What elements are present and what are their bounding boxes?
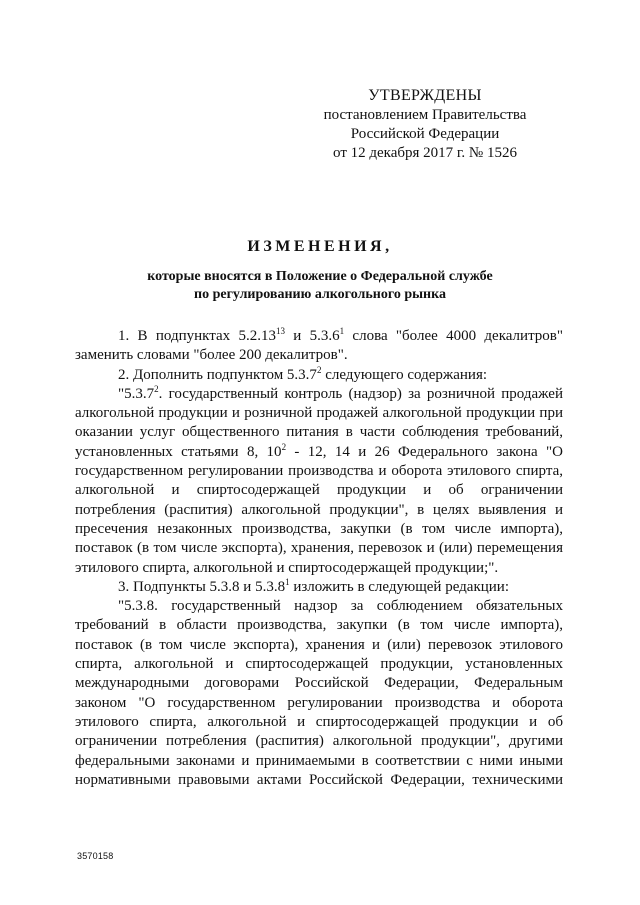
quote-2-sup-b: 2	[281, 441, 287, 452]
approval-line-2: Российской Федерации	[350, 126, 500, 142]
paragraph-item-2	[75, 366, 563, 385]
item-1-text-b: и 5.3.6	[284, 328, 340, 344]
subtitle-line-1: которые вносятся в Положение о Федеральной службе	[147, 269, 493, 284]
item-1-text-a: 1. В подпунктах 5.2.13	[118, 328, 276, 344]
item-3-text-b: изложить в следующей редакции:	[289, 578, 509, 595]
quote-2-text-b: . государственный контроль (надзор) за розничной продажей алкогольной продукции и розничной продажей алкогольной продукции при оказании услуг общественного питания в части соблюдения требований, установленных статьями 8, 10	[75, 385, 563, 460]
paragraph-item-1	[75, 327, 563, 366]
item-2-text-b: следующего содержания:	[321, 366, 488, 383]
approval-heading: УТВЕРЖДЕНЫ	[368, 87, 482, 104]
quote-2-text-a: "5.3.7	[118, 385, 155, 402]
item-1-text-c: слова "более 4000 декалитров" заменить словами "более 200 декалитров".	[75, 328, 564, 364]
paragraph-item-3	[75, 578, 563, 597]
title-block	[80, 237, 560, 304]
item-1-sup-a: 13	[275, 326, 285, 336]
approval-line-3: от 12 декабря 2017 г. № 1526	[333, 145, 517, 161]
item-1-sup-b: 1	[339, 326, 345, 336]
quote-2-sup-a: 2	[154, 383, 159, 394]
paragraph-quote-2	[75, 385, 563, 578]
item-2-sup-a: 2	[316, 364, 322, 375]
document-body	[75, 327, 563, 790]
paragraph-quote-3: "5.3.8. государственный надзор за соблюдением обязательных требований в области производства, закупки (в том числе импорта), поставок (в том числе экспорта), хранения и (или) перевозок этилового спирта, алкогольной и спиртосодержащей продукции, установленных международными договорами Российской Федерации, Федеральным законом "О государственном регулировании производства и оборота этилового спирта, алкогольной и спиртосодержащей продукции и об ограничении потребления (распития) алкогольной продукции", другими федеральными законами и принимаемыми в соответствии с ними иными нормативными правовыми актами Российской Федерации, техническими	[75, 598, 563, 788]
document-subtitle	[80, 268, 560, 304]
quote-2-text-c: - 12, 14 и 26 Федерального закона "О государственном регулировании производства и оборота этилового спирта, алкогольной и спиртосодержащей продукции и об ограничении потребления (распития) алкогольной продукции", в целях выявления и пресечения незаконных производства, закупки (в том числе импорта), поставок (в том числе экспорта), хранения, перевозок и (или) перемещения этилового спирта, алкогольной и спиртосодержащей продукции;".	[75, 443, 563, 576]
subtitle-line-2: по регулированию алкогольного рынка	[194, 287, 446, 302]
document-code: 3570158	[77, 851, 114, 861]
approval-stamp	[310, 86, 540, 163]
approval-line-1: постановлением Правительства	[323, 107, 527, 123]
item-3-sup-a: 1	[285, 576, 290, 587]
item-2-text-a: 2. Дополнить подпунктом 5.3.7	[118, 366, 317, 383]
document-title: ИЗМЕНЕНИЯ,	[247, 238, 393, 255]
item-3-text-a: 3. Подпункты 5.3.8 и 5.3.8	[118, 578, 286, 595]
